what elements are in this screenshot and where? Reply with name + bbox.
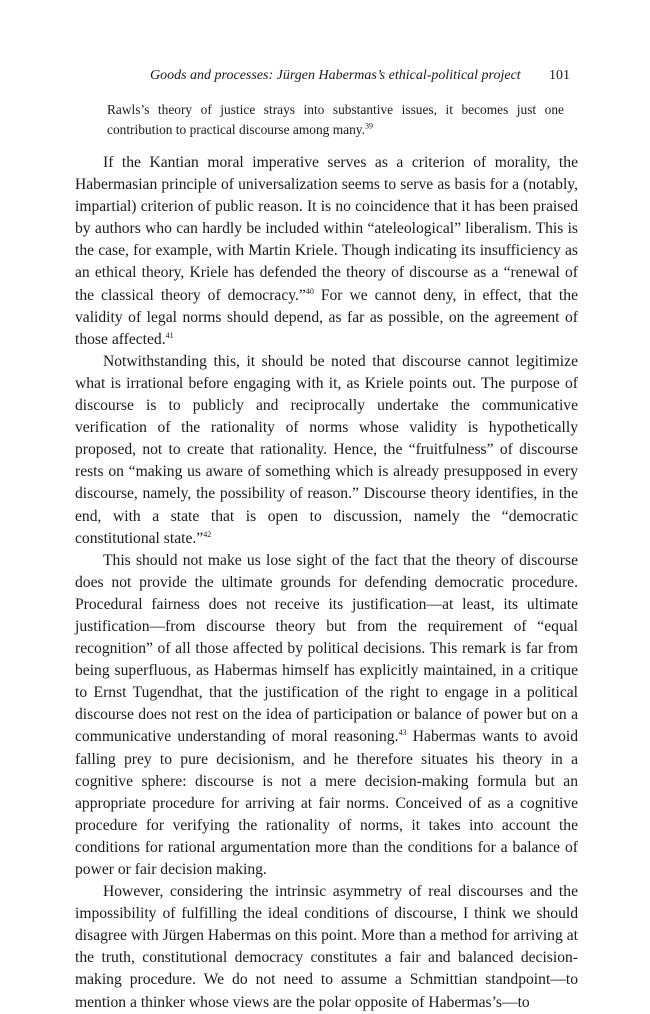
footnote-ref: 42 [203, 529, 212, 539]
paragraph-text: Habermas wants to avoid falling prey to pure decisionism, and he therefore situates his theory in a cognitive sphere: discourse is not a mere decision-making formula but an appropriate procedure for arriving at fair norms. Conceived of as a cognitive procedure for verifying the rationality of norms, it takes into account the conditions for rational argumentation more than the conditions for a balance of power or fair decision making. [75, 728, 578, 878]
footnote-ref: 39 [364, 121, 373, 131]
footnote-ref: 40 [305, 286, 314, 296]
body-text [75, 152, 578, 1014]
paragraph-text: However, considering the intrinsic asymmetry of real discourses and the impossibility of fulfilling the ideal conditions of discourse, I think we should disagree with Jürgen Habermas on this point. More than a method for arriving at the truth, constitutional democracy constitutes a fair and balanced decision-making procedure. We do not need to assume a Schmittian standpoint—to mention a thinker whose views are the polar opposite of Habermas’s—to [75, 883, 578, 1011]
running-header [75, 66, 578, 86]
paragraph [75, 881, 578, 1014]
paragraph-text: This should not make us lose sight of the fact that the theory of discourse does not provide the ultimate grounds for defending democratic procedure. Procedural fairness does not receive its justification—at least, its ultimate justification—from discourse theory but from the requirement of “equal recognition” of all those affected by political decisions. This remark is far from being superfluous, as Habermas himself has explicitly maintained, in a critique to Ernst Tugendhat, that the justification of the right to engage in a political discourse does not rest on the idea of participation or balance of power but on a communicative understanding of moral reasoning. [75, 551, 578, 746]
paragraph-text: If the Kantian moral imperative serves as a criterion of morality, the Habermasian principle of universalization seems to serve as basis for a (notably, impartial) criterion of public reason. It is no coincidence that it has been praised by authors who can hardly be included within “ateleological” liberalism. This is the case, for example, with Martin Kriele. Though indicating its insufficiency as an ethical theory, Kriele has defended the theory of discourse as a “renewal of the classical theory of democracy.” [75, 154, 578, 304]
paragraph [75, 351, 578, 550]
paragraph [75, 152, 578, 351]
paragraph-text: For we cannot deny, in effect, that the validity of legal norms should depend, as far as possible, on the agreement of those affected. [75, 286, 578, 348]
running-title: Goods and processes: Jürgen Habermas’s ethical-political project [150, 68, 521, 83]
paragraph-text: Notwithstanding this, it should be noted that discourse cannot legitimize what is irrational before engaging with it, as Kriele points out. The purpose of discourse is to publicly and reciprocally undertake the communicative verification of the rationality of norms whose validity is hypothetically proposed, not to create that rationality. Hence, the “fruitfulness” of discourse rests on “making us aware of something which is already presupposed in every discourse, namely, the possibility of reason.” Discourse theory identifies, in the end, with a state that is open to discussion, namely the “democratic constitutional state.” [75, 352, 578, 547]
book-page [75, 66, 578, 1014]
footnote-ref: 41 [165, 330, 174, 340]
block-quote [107, 100, 564, 139]
paragraph [75, 550, 578, 881]
quote-text: Rawls’s theory of justice strays into substantive issues, it becomes just one contribution to practical discourse among many. [107, 102, 564, 137]
footnote-ref: 43 [398, 728, 407, 738]
page-number: 101 [549, 68, 570, 83]
